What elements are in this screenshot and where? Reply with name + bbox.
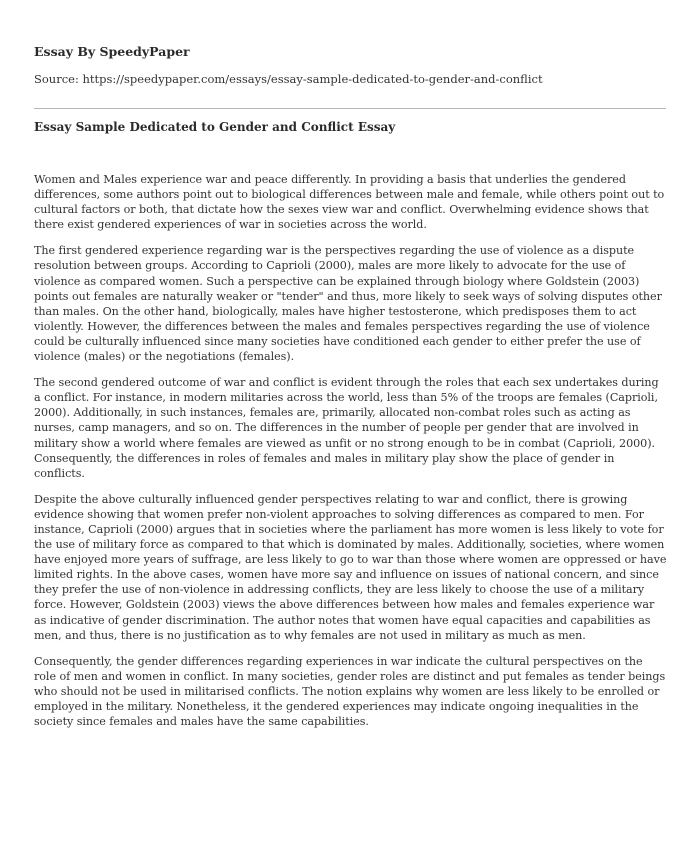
paragraph: Consequently, the gender differences regarding experiences in war indicate the cultural perspectives on the role of men and women in conflict. In many societies, gender roles are distinct and put females as tender beings who should not be used in militarised conflicts. The notion explains why women are less likely to be enrolled or employed in the military. Nonetheless, it the gendered experiences may indicate ongoing inequalities in the society since females and males have the same capabilities. bbox=[34, 654, 666, 729]
divider bbox=[34, 108, 666, 109]
paragraph: Women and Males experience war and peace differently. In providing a basis that underlies the gendered differences, some authors point out to biological differences between male and female, while others point out to cultural factors or both, that dictate how the sexes view war and conflict. Overwhelming evidence shows that there exist gendered experiences of war in societies across the world. bbox=[34, 173, 665, 232]
source-line: Source: https://speedypaper.com/essays/essay-sample-dedicated-to-gender-and-conflict bbox=[34, 72, 543, 86]
essay-body bbox=[34, 172, 668, 740]
paragraph: The first gendered experience regarding war is the perspectives regarding the use of violence as a dispute resolution between groups. According to Caprioli (2000), males are more likely to advocate for the use of violence as compared women. Such a perspective can be explained through biology where Goldstein (2003) points out females are naturally weaker or "tender" and thus, more likely to seek ways of solving disputes other than males. On the other hand, biologically, males have higher testosterone, which predisposes them to act violently. However, the differences between the males and females perspectives regarding the use of violence could be culturally influenced since many societies have conditioned each gender to either prefer the use of violence (males) or the negotiations (females). bbox=[34, 244, 662, 364]
paragraph: The second gendered outcome of war and conflict is evident through the roles that each sex undertakes during a conflict. For instance, in modern militaries across the world, less than 5% of the troops are females (Caprioli, 2000). Additionally, in such instances, females are, primarily, allocated non-combat roles such as acting as nurses, camp managers, and so on. The differences in the number of people per gender that are involved in military show a world where females are viewed as unfit or no strong enough to be in combat (Caprioli, 2000). Consequently, the differences in roles of females and males in military play show the place of gender in conflicts. bbox=[34, 376, 659, 480]
site-title: Essay By SpeedyPaper bbox=[34, 44, 190, 59]
paragraph: Despite the above culturally influenced gender perspectives relating to war and conflict, there is growing evidence showing that women prefer non-violent approaches to solving differences as compared to men. For instance, Caprioli (2000) argues that in societies where the parliament has more women is less likely to vote for the use of military force as compared to that which is dominated by males. Additionally, societies, where women have enjoyed more years of suffrage, are less likely to go to war than those where women are oppressed or have limited rights. In the above cases, women have more say and influence on issues of national concern, and since they prefer the use of non-violence in addressing conflicts, they are less likely to choose the use of a military force. However, Goldstein (2003) views the above differences between how males and females experience war as indicative of gender discrimination. The author notes that women have equal capacities and capabilities as men, and thus, there is no justification as to why females are not used in military as much as men. bbox=[34, 492, 667, 642]
essay-title: Essay Sample Dedicated to Gender and Conflict Essay bbox=[34, 120, 396, 134]
